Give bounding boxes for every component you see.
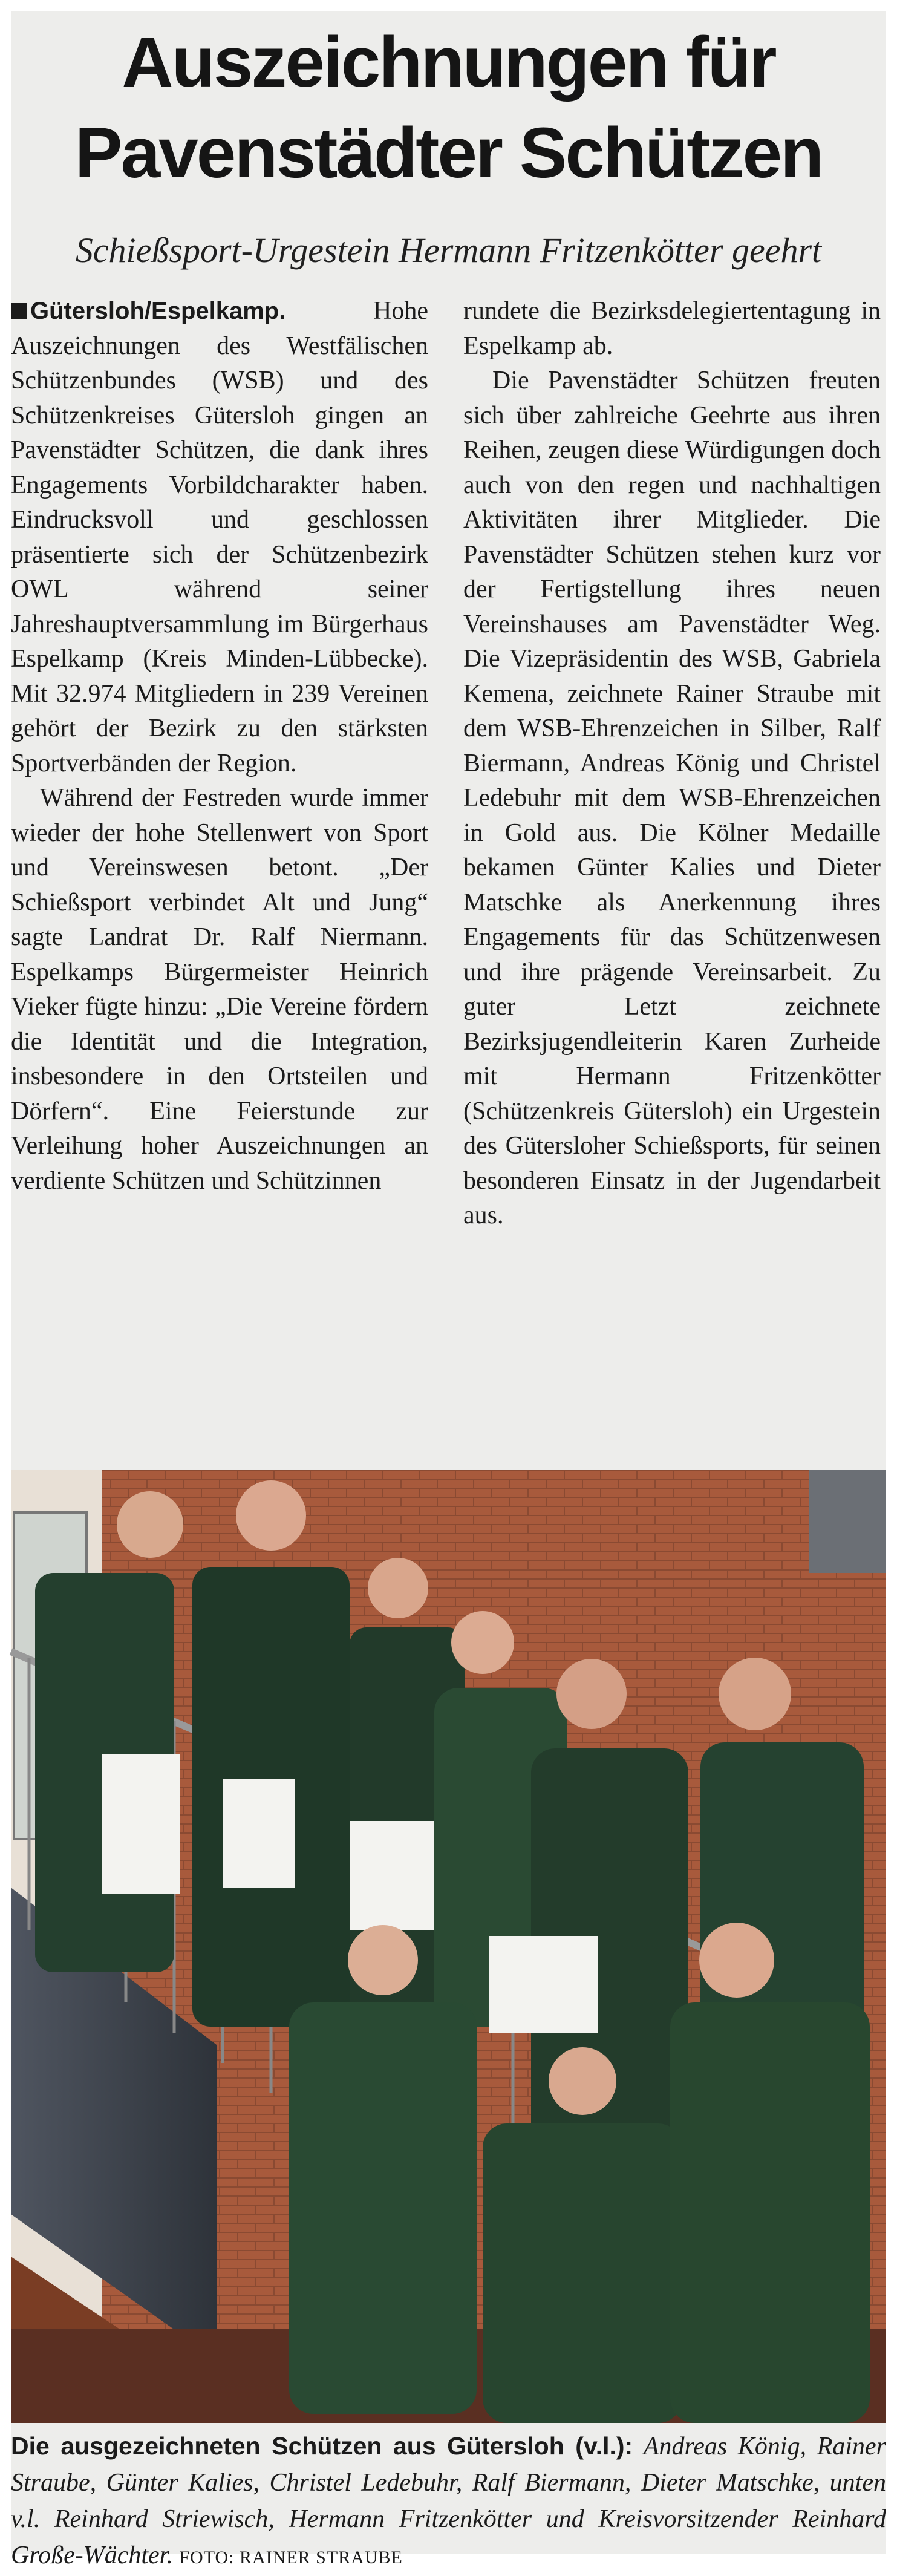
paragraph: Die Pavenstädter Schützen freuten sich über zahlreiche Geehrte aus ihren Reihen, zeugen diese Würdigungen doch auch von den regen und nachhaltigen Aktivitäten ihrer Mitglieder. Die Pavenstädter Schützen stehen kurz vor der Fertigstellung ihres neuen Vereinshauses am Pavenstädter Weg. Die Vizepräsidentin des WSB, Gabriela Kemena, zeichnete Rainer Straube mit dem WSB-Ehrenzeichen in Silber, Ralf Biermann, Andreas König und Christel Ledebuhr mit dem WSB-Ehrenzeichen in Gold aus. Die Kölner Medaille bekamen Günter Kalies und Dieter Matschke als Anerkennung ihres Engagements für das Schützenwesen und ihre prägende Vereinsarbeit. Zu guter Letzt zeichnete Bezirksjugendleiterin Karen Zurheide mit Hermann Fritzenkötter (Schützenkreis Gütersloh) ein Urgestein des Gütersloher Schießsports, für seinen besonderen Einsatz in der Jugendarbeit aus.	[463, 367, 881, 1229]
caption-lead: Die ausgezeichneten Schützen aus Gütersloh (v.l.):	[11, 2432, 633, 2460]
headline-line-2: Pavenstädter Schützen	[74, 113, 823, 193]
caption-names: Andreas König, Rainer Straube, Günter Kalies, Christel Ledebuhr, Ralf Biermann, Dieter Matschke, unten v.l. Reinhard Striewisch, Hermann Fritzenkötter und Kreisvorsitzender Reinhard Große-Wächter.	[11, 2433, 887, 2569]
dateline: Gütersloh/Espelkamp.	[30, 298, 286, 324]
article-body	[11, 294, 886, 1456]
paragraph	[11, 294, 428, 781]
group-photo-image	[11, 1470, 886, 2423]
headline	[11, 17, 886, 198]
paragraph-text: Hohe Auszeichnungen des Westfälischen Schützenbundes (WSB) und des Schützenkreises Gütersloh gingen an Pavenstädter Schützen, die dank ihres Engagements Vorbildcharakter haben. Eindrucksvoll und geschlossen präsentierte sich der Schützenbezirk OWL während seiner Jahreshauptversammlung im Bürgerhaus Espelkamp (Kreis Minden-Lübbecke). Mit 32.974 Mitgliedern in 239 Vereinen gehört der Bezirk zu den stärksten Sportverbänden der Region.	[11, 297, 428, 777]
newspaper-clipping	[11, 11, 887, 2569]
left-column	[11, 294, 428, 1198]
group-photo	[11, 1470, 886, 2423]
bullet-square-icon	[11, 303, 27, 319]
photo-credit: FOTO: RAINER STRAUBE	[179, 2548, 403, 2568]
subheadline: Schießsport-Urgestein Hermann Fritzenkötter geehrt	[75, 230, 822, 270]
paragraph: rundete die Bezirksdelegiertentagung in Espelkamp ab.	[463, 297, 881, 360]
right-column	[463, 294, 881, 1234]
photo-caption	[11, 2428, 886, 2576]
headline-line-1: Auszeichnungen für	[122, 22, 775, 102]
paragraph: Während der Festreden wurde immer wieder der hohe Stellenwert von Sport und Vereinswesen betont. „Der Schießsport verbindet Alt und Jung“ sagte Landrat Dr. Ralf Niermann. Espelkamps Bürgermeister Heinrich Vieker fügte hinzu: „Die Vereine fördern die Identität und die Integration, insbesondere in den Ortsteilen und Dörfern“. Eine Feierstunde zur Verleihung hoher Auszeichnungen an verdiente Schützen und Schützinnen	[11, 784, 428, 1195]
